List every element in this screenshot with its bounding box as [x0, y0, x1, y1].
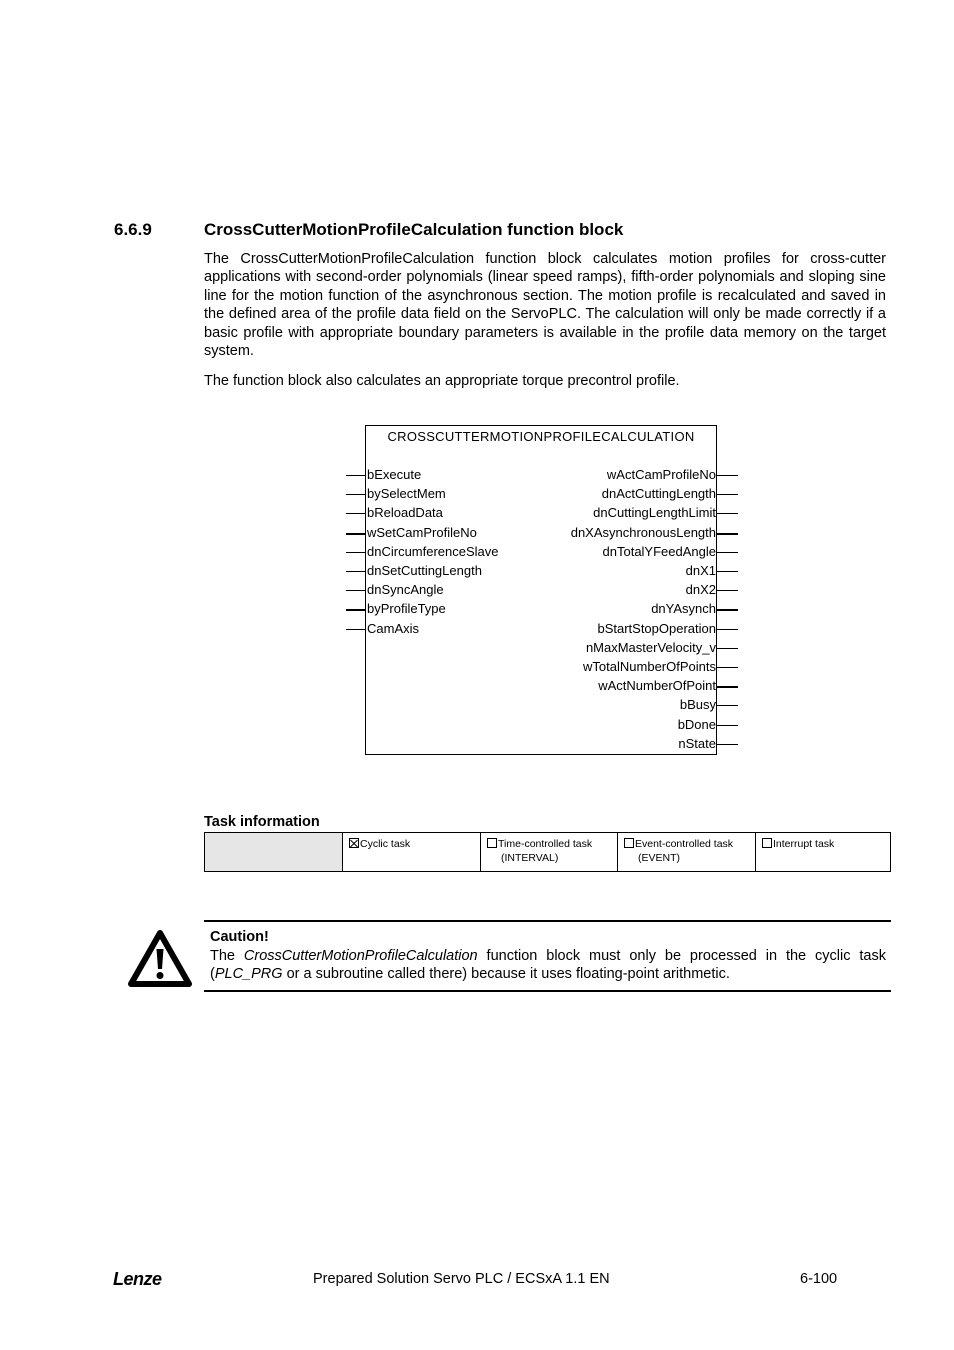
output-pin-wire [717, 571, 738, 572]
input-pin-wire [346, 552, 365, 553]
output-pin-label: dnTotalYFeedAngle [602, 543, 716, 559]
output-pin-label: bStartStopOperation [597, 620, 716, 636]
checkbox-checked-icon [349, 838, 359, 848]
footer-document-title: Prepared Solution Servo PLC / ECSxA 1.1 EN [313, 1271, 610, 1287]
output-pin-label: nState [678, 735, 716, 751]
checkbox-empty-icon [762, 838, 772, 848]
output-pin-wire [717, 648, 738, 649]
output-pin-wire [717, 725, 738, 726]
task-label: Event-controlled task [635, 838, 734, 850]
task-info-table [204, 832, 891, 872]
task-sublabel: (INTERVAL) [501, 852, 559, 864]
warning-triangle-icon [128, 930, 192, 988]
task-label: Cyclic task [360, 838, 411, 850]
caution-bottom-rule [204, 990, 891, 992]
task-cell-event [617, 833, 755, 871]
input-pin-label: dnSyncAngle [367, 582, 444, 598]
output-pin-wire [717, 494, 738, 495]
checkbox-empty-icon [624, 838, 634, 848]
caution-block-name: CrossCutterMotionProfileCalculation [243, 948, 478, 964]
output-pin-wire [717, 686, 738, 688]
output-pin-wire [717, 629, 738, 630]
task-sublabel: (EVENT) [638, 852, 680, 864]
caution-task-name: PLC_PRG [214, 966, 283, 983]
input-pin-wire [346, 513, 365, 514]
output-pin-label: dnActCuttingLength [601, 486, 716, 502]
output-pin-wire [717, 533, 738, 535]
function-block-name: CROSSCUTTERMOTIONPROFILECALCULATION [387, 429, 695, 444]
output-pin-wire [717, 667, 738, 668]
task-label: Interrupt task [773, 838, 835, 850]
input-pin-wire [346, 571, 365, 572]
input-pin-wire [346, 533, 365, 535]
input-pin-label: wSetCamProfileNo [367, 524, 477, 540]
section-number: 6.6.9 [114, 220, 152, 239]
output-pin-wire [717, 705, 738, 706]
input-pin-label: bReloadData [367, 505, 443, 521]
output-pin-label: dnCuttingLengthLimit [593, 505, 716, 521]
input-pin-wire [346, 494, 365, 495]
task-cell-interrupt [755, 833, 890, 871]
output-pin-label: dnX2 [685, 582, 716, 598]
output-pin-wire [717, 552, 738, 553]
page-number: 6-100 [800, 1271, 838, 1287]
input-pin-wire [346, 475, 365, 476]
output-pin-wire [717, 744, 738, 745]
section-title: CrossCutterMotionProfileCalculation function block [204, 220, 624, 239]
output-pin-label: bBusy [679, 697, 716, 713]
output-pin-label: nMaxMasterVelocity_v [585, 639, 716, 655]
torque-paragraph: The function block also calculates an appropriate torque precontrol profile. [204, 373, 680, 389]
input-pin-label: bySelectMem [367, 486, 446, 502]
task-info-label-cell [205, 833, 342, 871]
output-pin-label: dnX1 [685, 563, 716, 578]
output-pin-wire [717, 590, 738, 591]
task-cell-cyclic [342, 833, 480, 871]
output-pin-label: wTotalNumberOfPoints [583, 659, 716, 674]
output-pin-wire [717, 475, 738, 476]
input-pin-label: dnSetCuttingLength [367, 563, 482, 578]
output-pin-label: dnXAsynchronousLength [570, 524, 716, 540]
input-pin-label: CamAxis [367, 620, 420, 636]
caution-top-rule [204, 920, 891, 922]
output-pin-label: wActCamProfileNo [606, 467, 716, 482]
output-pin-label: wActNumberOfPoint [598, 678, 716, 694]
input-pin-wire [346, 590, 365, 591]
input-pin-label: dnCircumferenceSlave [367, 543, 499, 559]
task-info-heading: Task information [204, 814, 320, 830]
output-pin-label: bDone [677, 716, 716, 732]
output-pin-label: dnYAsynch [651, 601, 716, 617]
intro-paragraph: The CrossCutterMotionProfileCalculation function block calculates motion profiles for cross-cutter applications with second-order polynomials (linear speed ramps), fifth-order polynomials and sloping sine line for the motion function of the asynchronous section. The motion profile is recalculated and saved in the defined area of the profile data field on the ServoPLC. The calculation will only be made correctly if a basic profile with appropriate boundary parameters is available in the profile data memory on the target system. [204, 251, 886, 360]
caution-text: The CrossCutterMotionProfileCalculation function block must only be processed in the cyclic task (PLC_PRG or a subroutine called there) because it uses floating-point arithmetic. [210, 948, 886, 983]
output-pin-wire [717, 609, 738, 611]
input-pin-wire [346, 609, 365, 611]
input-pin-label: bExecute [367, 467, 422, 482]
input-pin-label: byProfileType [367, 601, 446, 617]
input-pin-wire [346, 629, 365, 630]
caution-title: Caution! [210, 929, 269, 945]
task-label: Time-controlled task [498, 838, 593, 850]
task-cell-interval [480, 833, 617, 871]
output-pin-wire [717, 513, 738, 514]
lenze-logo: Lenze [113, 1269, 162, 1289]
checkbox-empty-icon [487, 838, 497, 848]
